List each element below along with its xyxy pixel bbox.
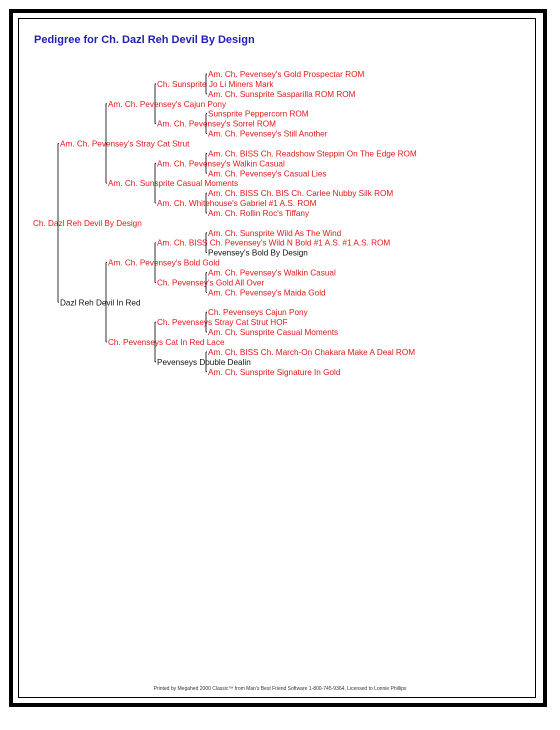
pedigree-title: Pedigree for Ch. Dazl Reh Devil By Design xyxy=(34,34,255,46)
great-grandparent-name: Am. Ch. Pevensey's Walkin Casual xyxy=(157,159,285,169)
great-great-grandparent-name: Am. Ch. Rollin Roc's Tiffany xyxy=(208,208,310,218)
grandparent-name: Am. Ch. Pevensey's Bold Gold xyxy=(108,258,220,268)
great-great-grandparent-name: Am. Ch. Pevensey's Still Another xyxy=(208,129,328,139)
parent-name: Am. Ch. Pevensey's Stray Cat Strut xyxy=(60,139,190,149)
great-great-grandparent-name: Am. Ch. BISS Ch. March-On Chakara Make A Deal ROM xyxy=(208,347,416,357)
great-great-grandparent-name: Am. Ch. Sunsprite Wild As The Wind xyxy=(208,228,342,238)
great-grandparent-name: Ch. Pevenseys Stray Cat Strut HOF xyxy=(157,318,288,328)
great-great-grandparent-name: Am. Ch. Sunsprite Signature In Gold xyxy=(208,367,341,377)
great-great-grandparent-name: Pevensey's Bold By Design xyxy=(208,248,308,258)
grandparent-name: Am. Ch. Pevensey's Cajun Pony xyxy=(108,99,227,109)
great-grandparent-name: Ch. Sunsprite Jo Li Miners Mark xyxy=(157,79,274,89)
great-great-grandparent-name: Sunsprite Peppercorn ROM xyxy=(208,109,309,119)
great-great-grandparent-name: Am. Ch. Pevensey's Walkin Casual xyxy=(208,268,336,278)
great-great-grandparent-name: Am. Ch. BISS Ch. Readshow Steppin On The Edge ROM xyxy=(208,149,417,159)
grandparent-name: Am. Ch. Sunsprite Casual Moments xyxy=(108,179,239,189)
subject-name: Ch. Dazl Reh Devil By Design xyxy=(33,218,142,228)
great-grandparent-name: Pevenseys Double Dealin xyxy=(157,357,251,367)
footer-credit: Printed by Megahed 2000 Classic™ from Man's Best Friend Software 1-800-745-9364, Licensed to Lonnie Phillips xyxy=(153,686,407,692)
great-great-grandparent-name: Am. Ch. Pevensey's Gold Prospectar ROM xyxy=(208,70,365,79)
great-grandparent-name: Am. Ch. BISS Ch. Pevensey's Wild N Bold #1 A.S. #1 A.S. ROM xyxy=(157,238,391,248)
great-grandparent-name: Am. Ch. Whitehouse's Gabriel #1 A.S. ROM xyxy=(157,199,317,209)
great-great-grandparent-name: Am. Ch. Sunsprite Casual Moments xyxy=(208,328,339,338)
great-grandparent-name: Ch. Pevensey's Gold All Over xyxy=(157,278,265,288)
great-great-grandparent-name: Am. Ch. Pevensey's Casual Lies xyxy=(208,169,327,179)
great-great-grandparent-name: Am. Ch. BISS Ch. BIS Ch. Carlee Nubby Silk ROM xyxy=(208,189,394,199)
grandparent-name: Ch. Pevenseys Cat In Red Lace xyxy=(108,337,225,347)
parent-name: Dazl Reh Devil In Red xyxy=(60,298,141,308)
great-grandparent-name: Am. Ch. Pevensey's Sorrel ROM xyxy=(157,119,276,129)
great-great-grandparent-name: Ch. Pevenseys Cajun Pony xyxy=(208,308,308,318)
great-great-grandparent-name: Am. Ch. Sunsprite Sasparilla ROM ROM xyxy=(208,89,356,99)
great-great-grandparent-name: Am. Ch. Pevensey's Maida Gold xyxy=(208,288,326,298)
